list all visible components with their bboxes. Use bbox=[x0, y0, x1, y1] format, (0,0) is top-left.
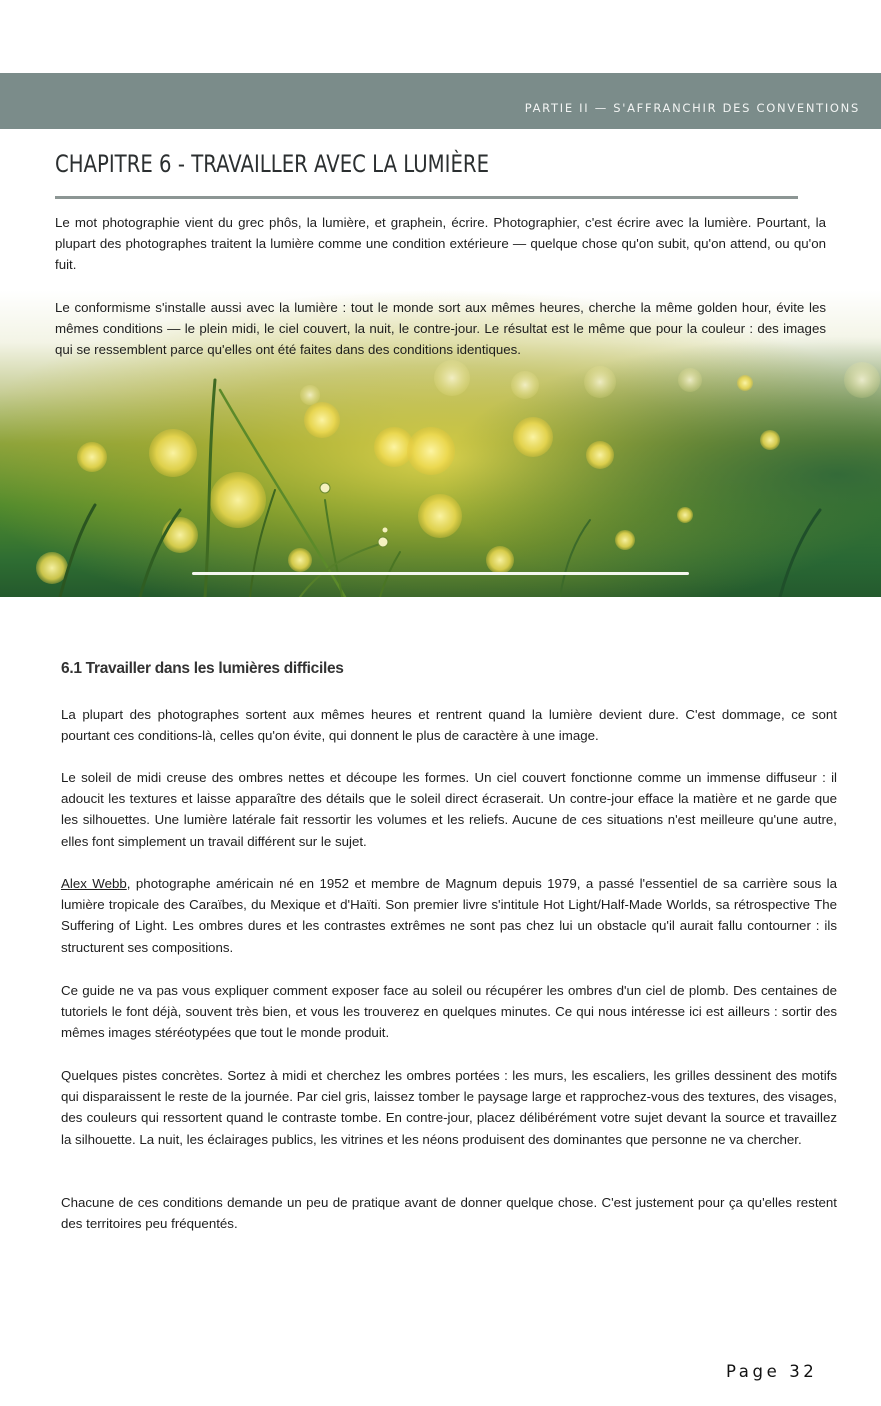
section-paragraph-4: Ce guide ne va pas vous expliquer comment exposer face au soleil ou récupérer les ombres d'un ciel de plomb. Des centaines de tutoriels le font déjà, souvent très bien, et vous les trouverez en quelques minutes. Ce qui nous intéresse ici est ailleurs : sortir des mêmes images stéréotypées que tout le monde produit. bbox=[61, 983, 837, 1041]
hero-divider bbox=[192, 572, 689, 575]
page-number: Page 32 bbox=[726, 1362, 818, 1381]
section-paragraph-6: Chacune de ces conditions demande un peu de pratique avant de donner quelque chose. C'est justement pour ça qu'elles restent des territoires peu fréquentés. bbox=[61, 1195, 837, 1232]
section-paragraph-3-text: , photographe américain né en 1952 et membre de Magnum depuis 1979, a passé l'essentiel de sa carrière sous la lumière tropicale des Caraïbes, du Mexique et d'Haïti. Son premier livre s'intitule Hot Light/Half-Made Worlds, sa rétrospective The Suffering of Light. Les ombres dures et les contrastes extrêmes ne sont pas chez lui un obstacle qu'il aurait fallu contourner : ils structurent ses compositions. bbox=[61, 876, 837, 955]
section-paragraph-3 bbox=[61, 873, 837, 958]
header-band bbox=[0, 73, 881, 129]
intro-paragraph-1: Le mot photographie vient du grec phôs, la lumière, et graphein, écrire. Photographier, c'est écrire avec la lumière. Pourtant, la plupart des photographes traitent la lumière comme une condition extérieure — quelque chose qu'on subit, qu'on attend, ou qu'on fuit. bbox=[55, 215, 826, 273]
section-paragraph-1: La plupart des photographes sortent aux mêmes heures et rentrent quand la lumière devient dure. C'est dommage, ce sont pourtant ces conditions-là, celles qu'on évite, qui donnent le plus de caractère à une image. bbox=[61, 707, 837, 744]
section-paragraph-2: Le soleil de midi creuse des ombres nettes et découpe les formes. Un ciel couvert fonctionne comme un immense diffuseur : il adoucit les textures et laisse apparaître des détails que le soleil direct écraserait. Un contre-jour efface la matière et ne garde que les silhouettes. Une lumière latérale fait ressortir les volumes et les reliefs. Aucune de ces situations n'est meilleure qu'une autre, elles font simplement un travail différent sur le sujet. bbox=[61, 770, 837, 849]
section-paragraph-5: Quelques pistes concrètes. Sortez à midi et cherchez les ombres portées : les murs, les escaliers, les grilles dessinent des motifs qui disparaissent le reste de la journée. Par ciel gris, laissez tomber le paysage large et rapprochez-vous des textures, des visages, des couleurs qui ressortent quand le contraste tombe. En contre-jour, placez délibérément votre sujet devant la source et travaillez la silhouette. La nuit, les éclairages publics, les vitrines et les néons produisent des dominantes que personne ne va chercher. bbox=[61, 1068, 837, 1147]
part-label: PARTIE II — S'AFFRANCHIR DES CONVENTIONS bbox=[524, 101, 860, 115]
alex-webb-link[interactable]: Alex Webb bbox=[61, 876, 127, 891]
section-title: 6.1 Travailler dans les lumières difficiles bbox=[61, 660, 344, 677]
title-divider bbox=[55, 196, 798, 199]
intro-paragraph-2: Le conformisme s'installe aussi avec la lumière : tout le monde sort aux mêmes heures, cherche la même golden hour, évite les mêmes conditions — le plein midi, le ciel couvert, la nuit, le contre-jour. Le résultat est le même que pour la couleur : des images qui se ressemblent parce qu'elles ont été faites dans des conditions identiques. bbox=[55, 300, 826, 358]
chapter-title: CHAPITRE 6 - TRAVAILLER AVEC LA LUMIÈRE bbox=[55, 150, 490, 178]
